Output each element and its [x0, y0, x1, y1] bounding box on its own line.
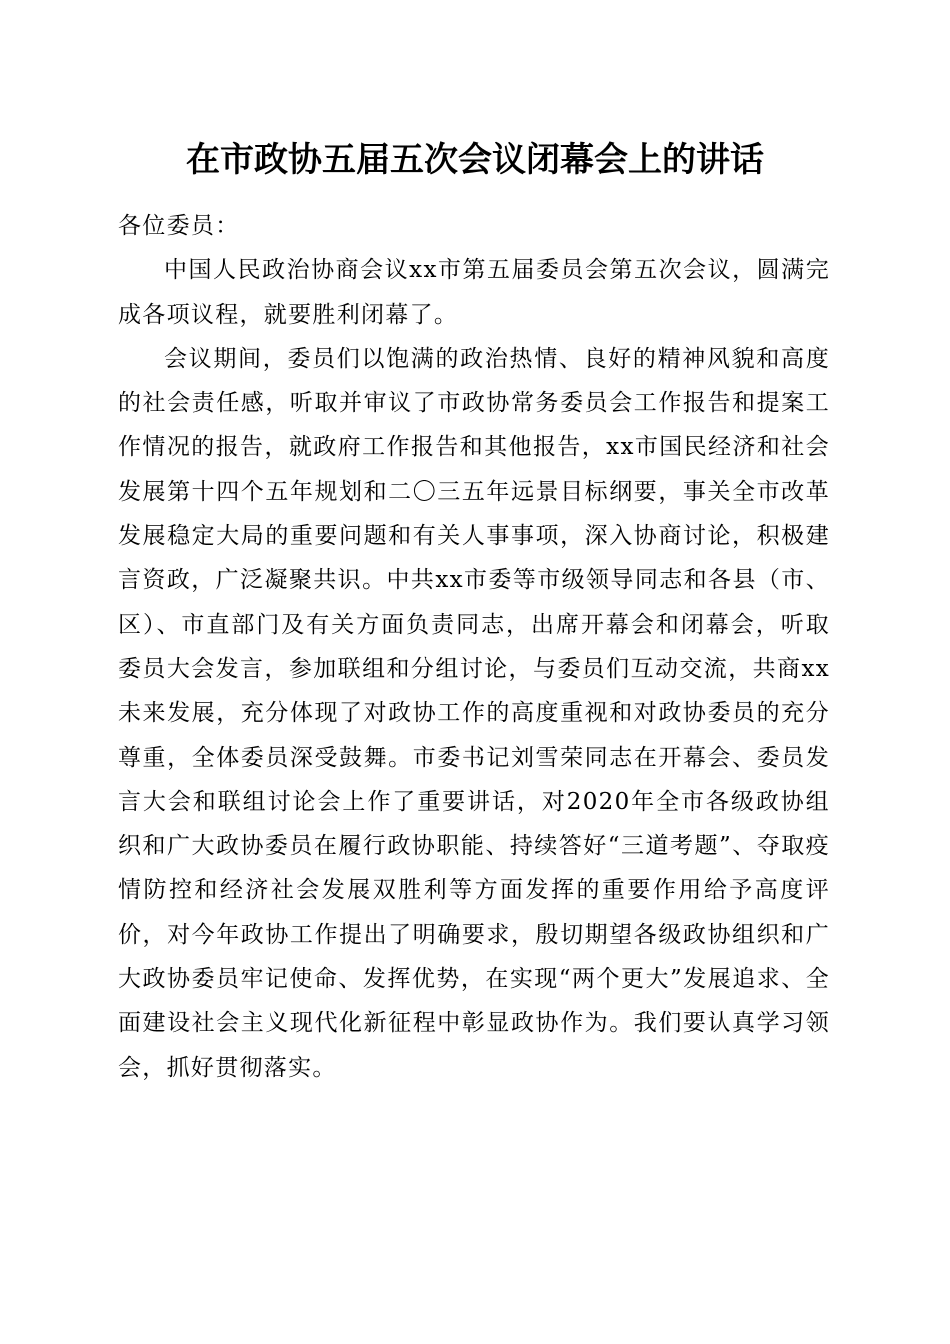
document-title: 在市政协五届五次会议闭幕会上的讲话	[186, 140, 764, 180]
paragraph-opening: 中国人民政治协商会议xx市第五届委员会第五次会议，圆满完成各项议程，就要胜利闭幕了。	[118, 257, 830, 328]
salutation: 各位委员：	[118, 213, 240, 239]
document-body	[118, 204, 830, 1090]
paragraph-meeting-summary: 会议期间，委员们以饱满的政治热情、良好的精神风貌和高度的社会责任感，听取并审议了市政协常务委员会工作报告和提案工作情况的报告，就政府工作报告和其他报告，xx市国民经济和社会发展第十四个五年规划和二〇三五年远景目标纲要，事关全市改革发展稳定大局的重要问题和有关人事事项，深入协商讨论，积极建言资政，广泛凝聚共识。中共xx市委等市级领导同志和各县（市、区）、市直部门及有关方面负责同志，出席开幕会和闭幕会，听取委员大会发言，参加联组和分组讨论，与委员们互动交流，共商xx未来发展，充分体现了对政协工作的高度重视和对政协委员的充分尊重，全体委员深受鼓舞。市委书记刘雪荣同志在开幕会、委员发言大会和联组讨论会上作了重要讲话，对2020年全市各级政协组织和广大政协委员在履行政协职能、持续答好“三道考题”、夺取疫情防控和经济社会发展双胜利等方面发挥的重要作用给予高度评价，对今年政协工作提出了明确要求，殷切期望各级政协组织和广大政协委员牢记使命、发挥优势，在实现“两个更大”发展追求、全面建设社会主义现代化新征程中彰显政协作为。我们要认真学习领会，抓好贯彻落实。	[118, 345, 830, 1081]
